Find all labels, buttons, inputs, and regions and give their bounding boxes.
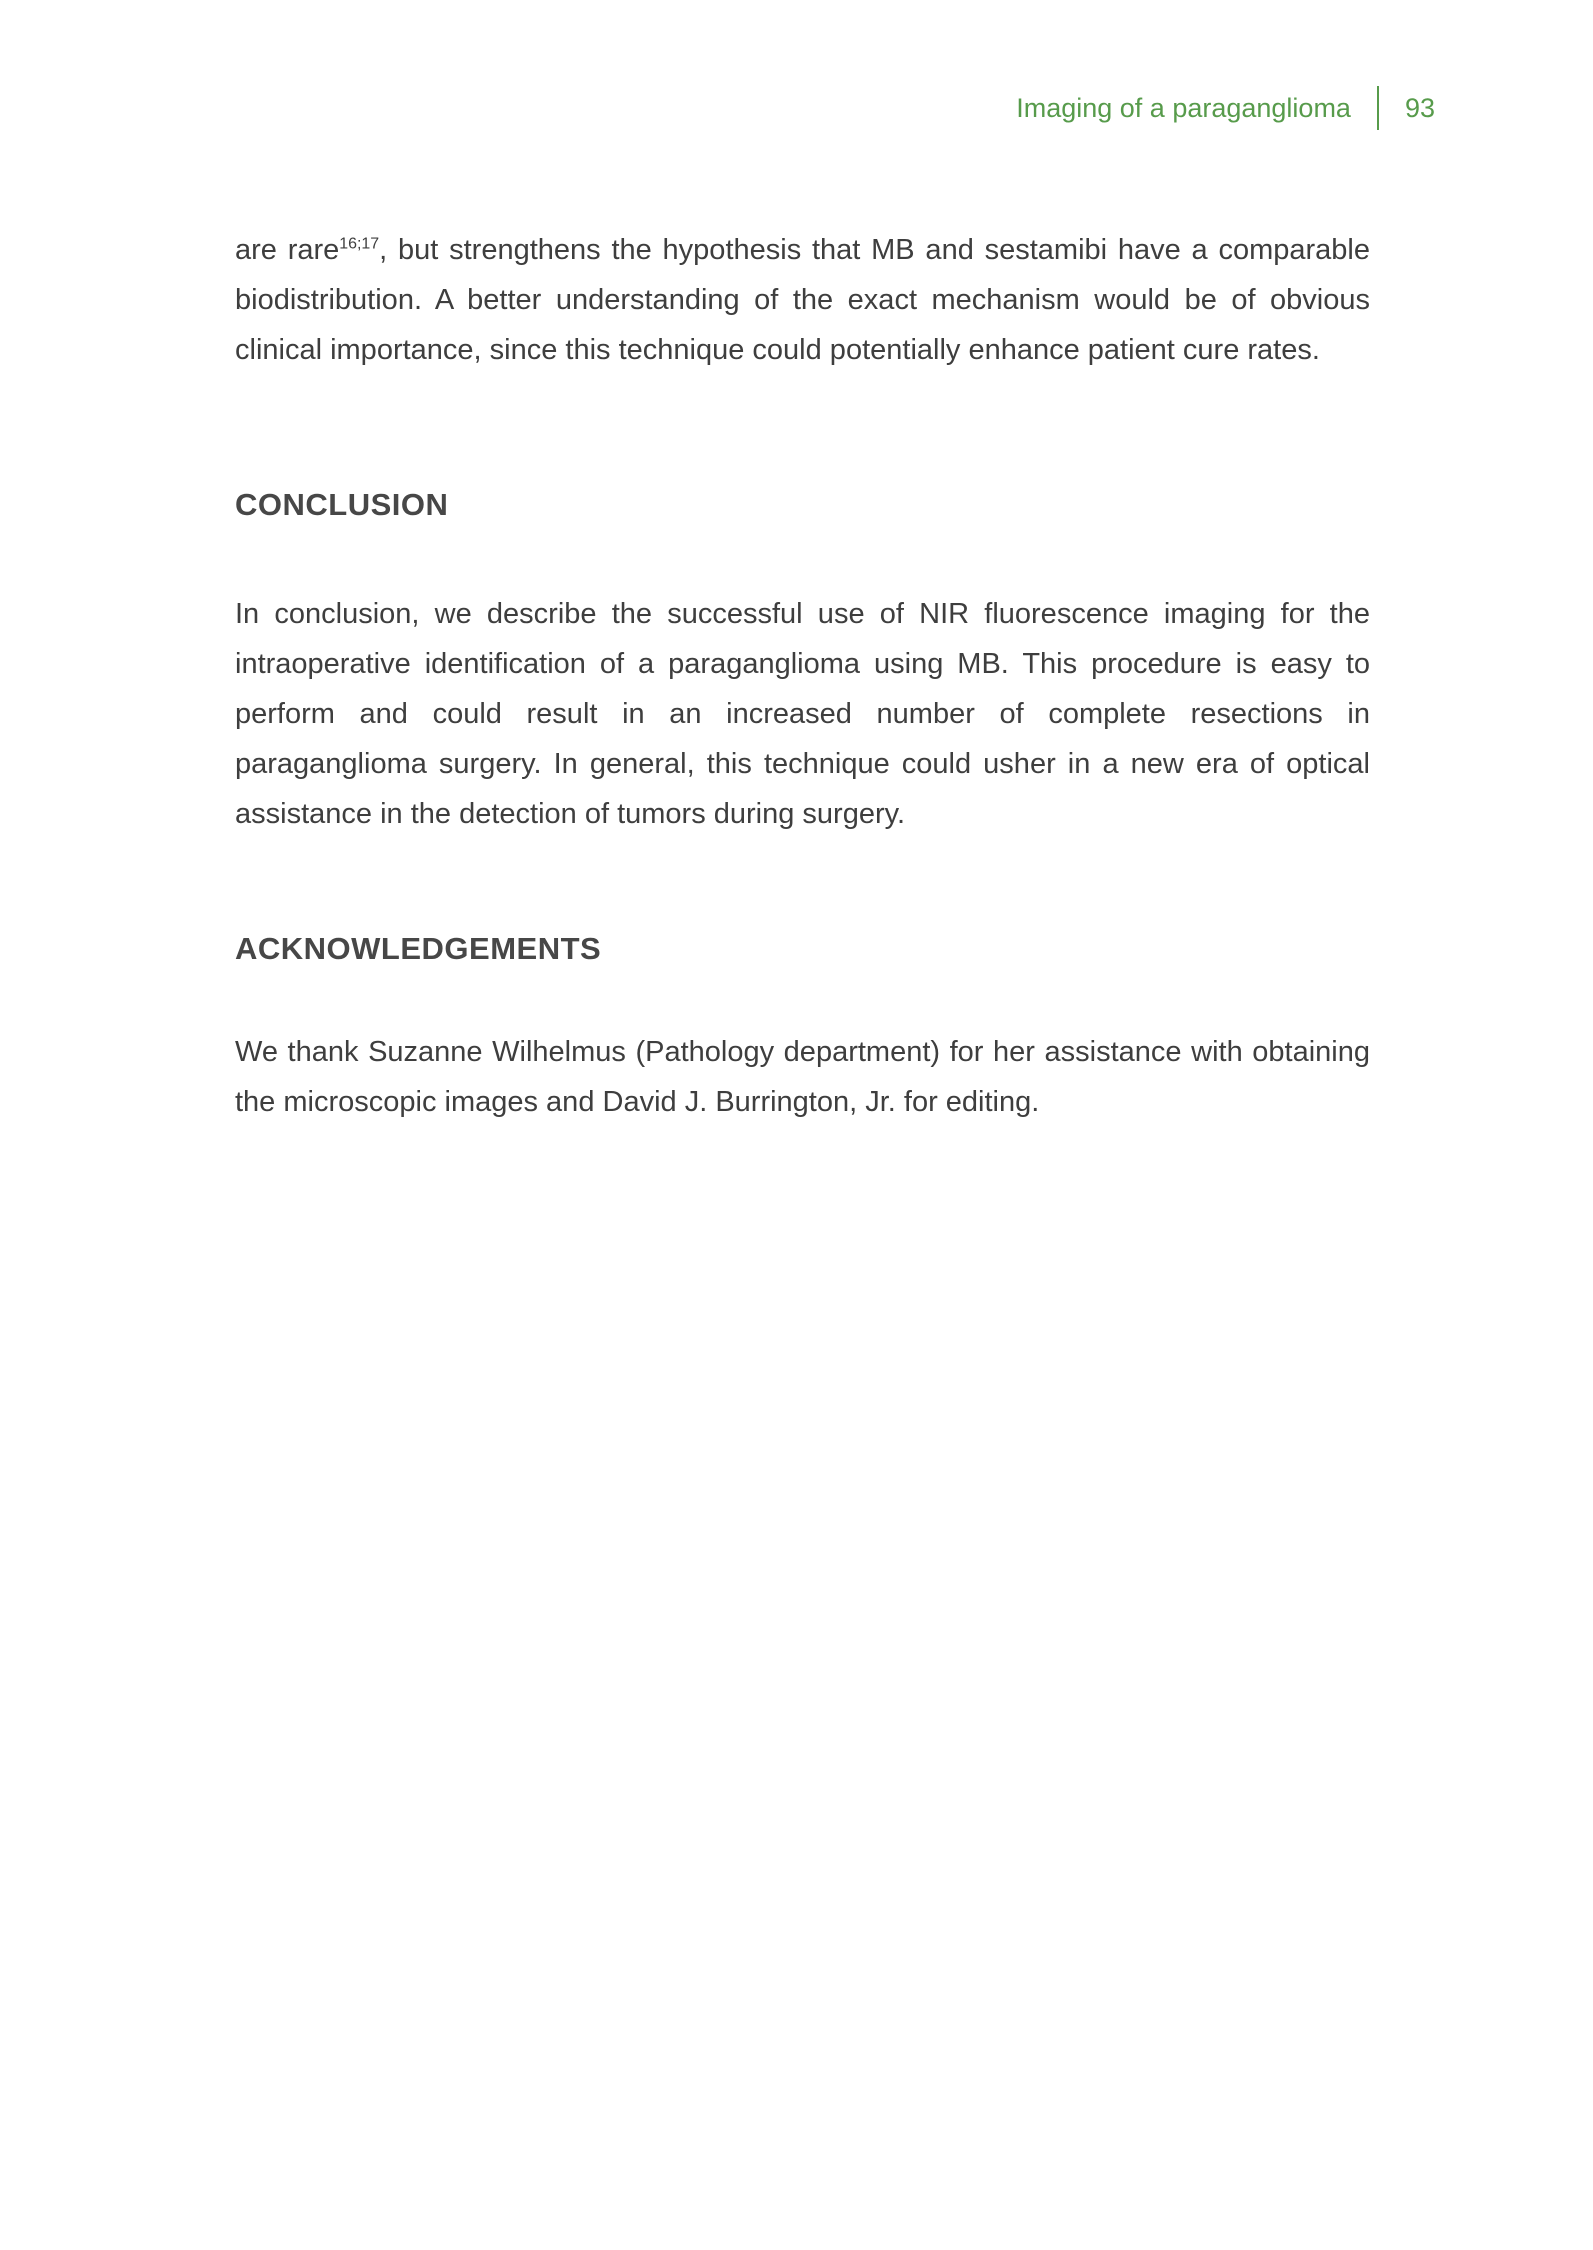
- header-divider: [1377, 86, 1379, 130]
- heading-acknowledgements: ACKNOWLEDGEMENTS: [235, 931, 602, 966]
- intro-rest: , but strengthens the hypothesis that MB and sestamibi have a comparable biodistribution. A better understanding of the exact mechanism would be of obvious clinical importance, since this technique could potentially enhance patient cure rates.: [235, 234, 1371, 366]
- running-title: Imaging of a paraganglioma: [1016, 92, 1351, 123]
- intro-lead: are rare: [235, 234, 340, 266]
- page-content: [235, 225, 1370, 1127]
- paragraph-acknowledgements: We thank Suzanne Wilhelmus (Pathology department) for her assistance with obtaining the microscopic images and David J. Burrington, Jr. for editing.: [235, 1036, 1370, 1118]
- page-number: 93: [1404, 92, 1435, 123]
- page-header: [1016, 86, 1435, 130]
- heading-conclusion: CONCLUSION: [235, 487, 449, 522]
- paragraph-conclusion: In conclusion, we describe the successful use of NIR fluorescence imaging for the intraoperative identification of a paraganglioma using MB. This procedure is easy to perform and could result in an increased number of complete resections in paraganglioma surgery. In general, this technique could usher in a new era of optical assistance in the detection of tumors during surgery.: [235, 598, 1370, 830]
- paragraph-intro: [235, 225, 1370, 375]
- citation-superscript: 16;17: [339, 235, 380, 253]
